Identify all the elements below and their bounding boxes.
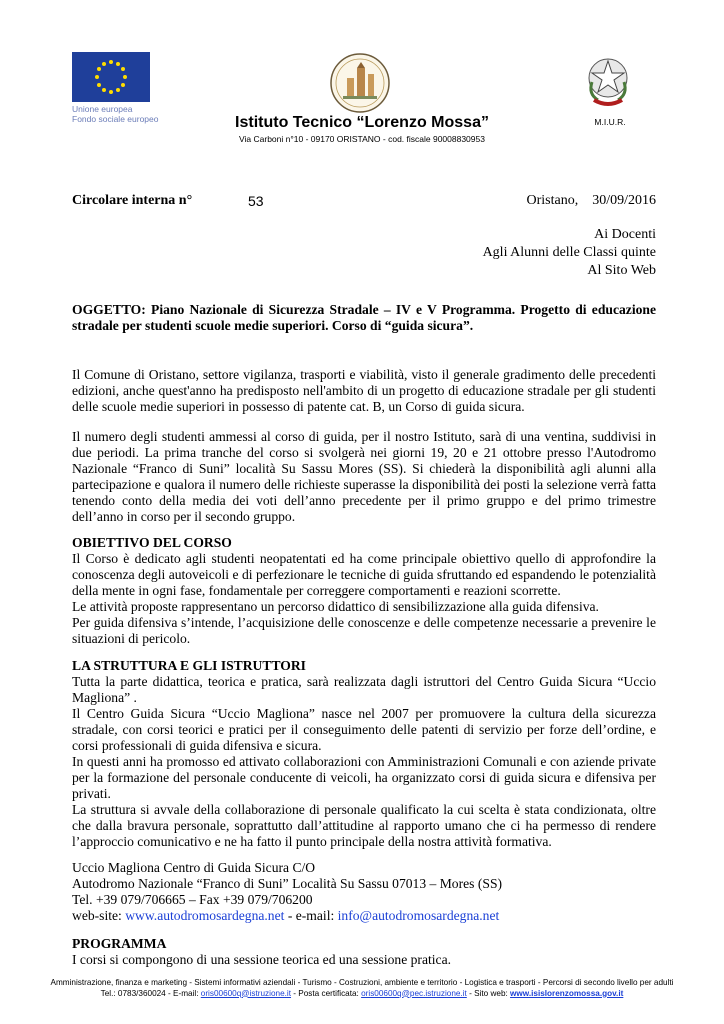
structure-section xyxy=(72,658,656,850)
subject: OGGETTO: Piano Nazionale di Sicurezza Stradale – IV e V Programma. Progetto di educazione stradale per studenti scuole medie superiori. Corso di “guida sicura”. xyxy=(72,302,656,333)
footer-website-link[interactable]: www.isislorenzomossa.gov.it xyxy=(510,988,624,998)
section-heading: OBIETTIVO DEL CORSO xyxy=(72,535,232,550)
eu-caption-line2: Fondo sociale europeo xyxy=(72,114,159,124)
eu-stars-icon xyxy=(72,52,150,102)
paragraph: Il Centro Guida Sicura “Uccio Magliona” nasce nel 2007 per promuovere la cultura della sicurezza stradale, con corsi teorici e pratici per il conseguimento delle patenti di servizio per forze dell’ordine, e corsi professionali di guida difensiva e sicura. xyxy=(72,706,656,753)
contact-line: Tel. +39 079/706665 – Fax +39 079/706200 xyxy=(72,892,313,907)
email-label: - e-mail: xyxy=(284,908,338,923)
miur-label: M.I.U.R. xyxy=(594,117,626,127)
recipient-line: Ai Docenti xyxy=(594,227,656,242)
intro-paragraph: Il Comune di Oristano, settore vigilanza, trasporti e viabilità, visto il generale gradimento delle precedenti edizioni, anche quest'anno ha predisposto nell'ambito di un progetto di educazione stradale per gli studenti delle scuole medie superiori in possesso di patente cat. B, un Corso di guida sicura. xyxy=(72,367,656,414)
school-name: Istituto Tecnico “Lorenzo Mossa” xyxy=(235,114,489,131)
circular-label: Circolare interna n° xyxy=(72,193,193,208)
objective-section xyxy=(72,535,656,647)
circular-number: 53 xyxy=(248,193,264,209)
email-link[interactable]: info@autodromosardegna.net xyxy=(337,908,500,923)
footer-email-link[interactable]: oris00600q@istruzione.it xyxy=(200,988,292,998)
eu-flag-logo xyxy=(72,52,150,102)
section-heading: PROGRAMMA xyxy=(72,936,167,951)
footer-pec-label: - Posta certificata: xyxy=(291,988,362,998)
contact-web-line xyxy=(72,908,656,924)
recipient-line: Al Sito Web xyxy=(587,263,656,278)
school-tower-icon xyxy=(329,52,391,114)
contact-line: Autodromo Nazionale “Franco di Suni” Località Su Sassu 07013 – Mores (SS) xyxy=(72,876,503,891)
students-paragraph: Il numero degli studenti ammessi al corso di guida, per il nostro Istituto, sarà di una ventina, suddivisi in due periodi. La prima tranche del corso si svolgerà nei giorni 19, 20 e 21 ottobre presso l'Autodromo Nazionale “Franco di Suni” località Su Sassu Mores (SS). Si chiederà la disponibilità agli alunni alla partecipazione e qualora il numero delle richieste superasse la disponibilità dei posti la selezione verrà fatta tenendo conto della media dei voti dell’anno precedente per il primo gruppo e del primo trimestre dell’anno in corso per il secondo gruppo. xyxy=(72,429,656,524)
document-date: Oristano, 30/09/2016 xyxy=(526,193,656,208)
paragraph: I corsi si compongono di una sessione teorica ed una sessione pratica. xyxy=(72,952,452,967)
footer-contacts xyxy=(0,989,724,1000)
footer-tel: Tel.: 0783/360024 - E-mail: xyxy=(100,988,201,998)
recipient-line: Agli Alunni delle Classi quinte xyxy=(482,245,656,260)
eu-caption-line1: Unione europea xyxy=(72,104,133,114)
page-footer xyxy=(0,978,724,999)
paragraph: Le attività proposte rappresentano un percorso didattico di sensibilizzazione alla guida difensiva. xyxy=(72,599,599,614)
website-link[interactable]: www.autodromosardegna.net xyxy=(125,908,285,923)
star-emblem-icon xyxy=(584,52,632,110)
contact-block xyxy=(72,860,656,924)
paragraph: Tutta la parte didattica, teorica e pratica, sarà realizzata dagli istruttori del Centro Guida Sicura “Uccio Magliona” . xyxy=(72,674,656,705)
school-logo xyxy=(329,52,391,114)
paragraph: La struttura si avvale della collaborazione di personale qualificato la cui scelta è stata condizionata, oltre che dalla bravura personale, soprattutto dall’attitudine al rapporto umano che ci ha permesso di rendere l’approccio comunicativo e ne ha fatto il punto principale della nostra attività formativa. xyxy=(72,802,656,849)
web-label: web-site: xyxy=(72,908,126,923)
program-section xyxy=(72,936,656,968)
paragraph: Il Corso è dedicato agli studenti neopatentati ed ha come principale obiettivo quello di approfondire la conoscenza degli autoveicoli e di perfezionare le tecniche di guida sfruttando ed espandendo le potenzialità della mente in ogni fase, fondamentale per correggere comportamenti e reazioni scorrette. xyxy=(72,551,656,598)
footer-courses: Amministrazione, finanza e marketing - Sistemi informativi aziendali - Turismo - Costruzioni, ambiente e territorio - Logistica e trasporti - Percorsi di secondo livello per adulti xyxy=(50,978,674,987)
paragraph: Per guida difensiva s’intende, l’acquisizione delle conoscenze e delle competenze necessarie a prevenire le situazioni di pericolo. xyxy=(72,615,656,646)
recipients xyxy=(483,226,656,280)
school-address: Via Carboni n°10 - 09170 ORISTANO - cod. fiscale 90008830953 xyxy=(239,134,485,144)
italian-republic-emblem xyxy=(584,52,632,110)
footer-pec-link[interactable]: oris00600q@pec.istruzione.it xyxy=(361,988,467,998)
footer-web-label: - Sito web: xyxy=(466,988,511,998)
contact-line: Uccio Magliona Centro di Guida Sicura C/O xyxy=(72,860,316,875)
section-heading: LA STRUTTURA E GLI ISTRUTTORI xyxy=(72,658,306,673)
paragraph: In questi anni ha promosso ed attivato collaborazioni con Amministrazioni Comunali e con aziende private per la formazione del personale conducente di veicoli, ha organizzato corsi di guida sicura e difensiva per privati. xyxy=(72,754,656,801)
